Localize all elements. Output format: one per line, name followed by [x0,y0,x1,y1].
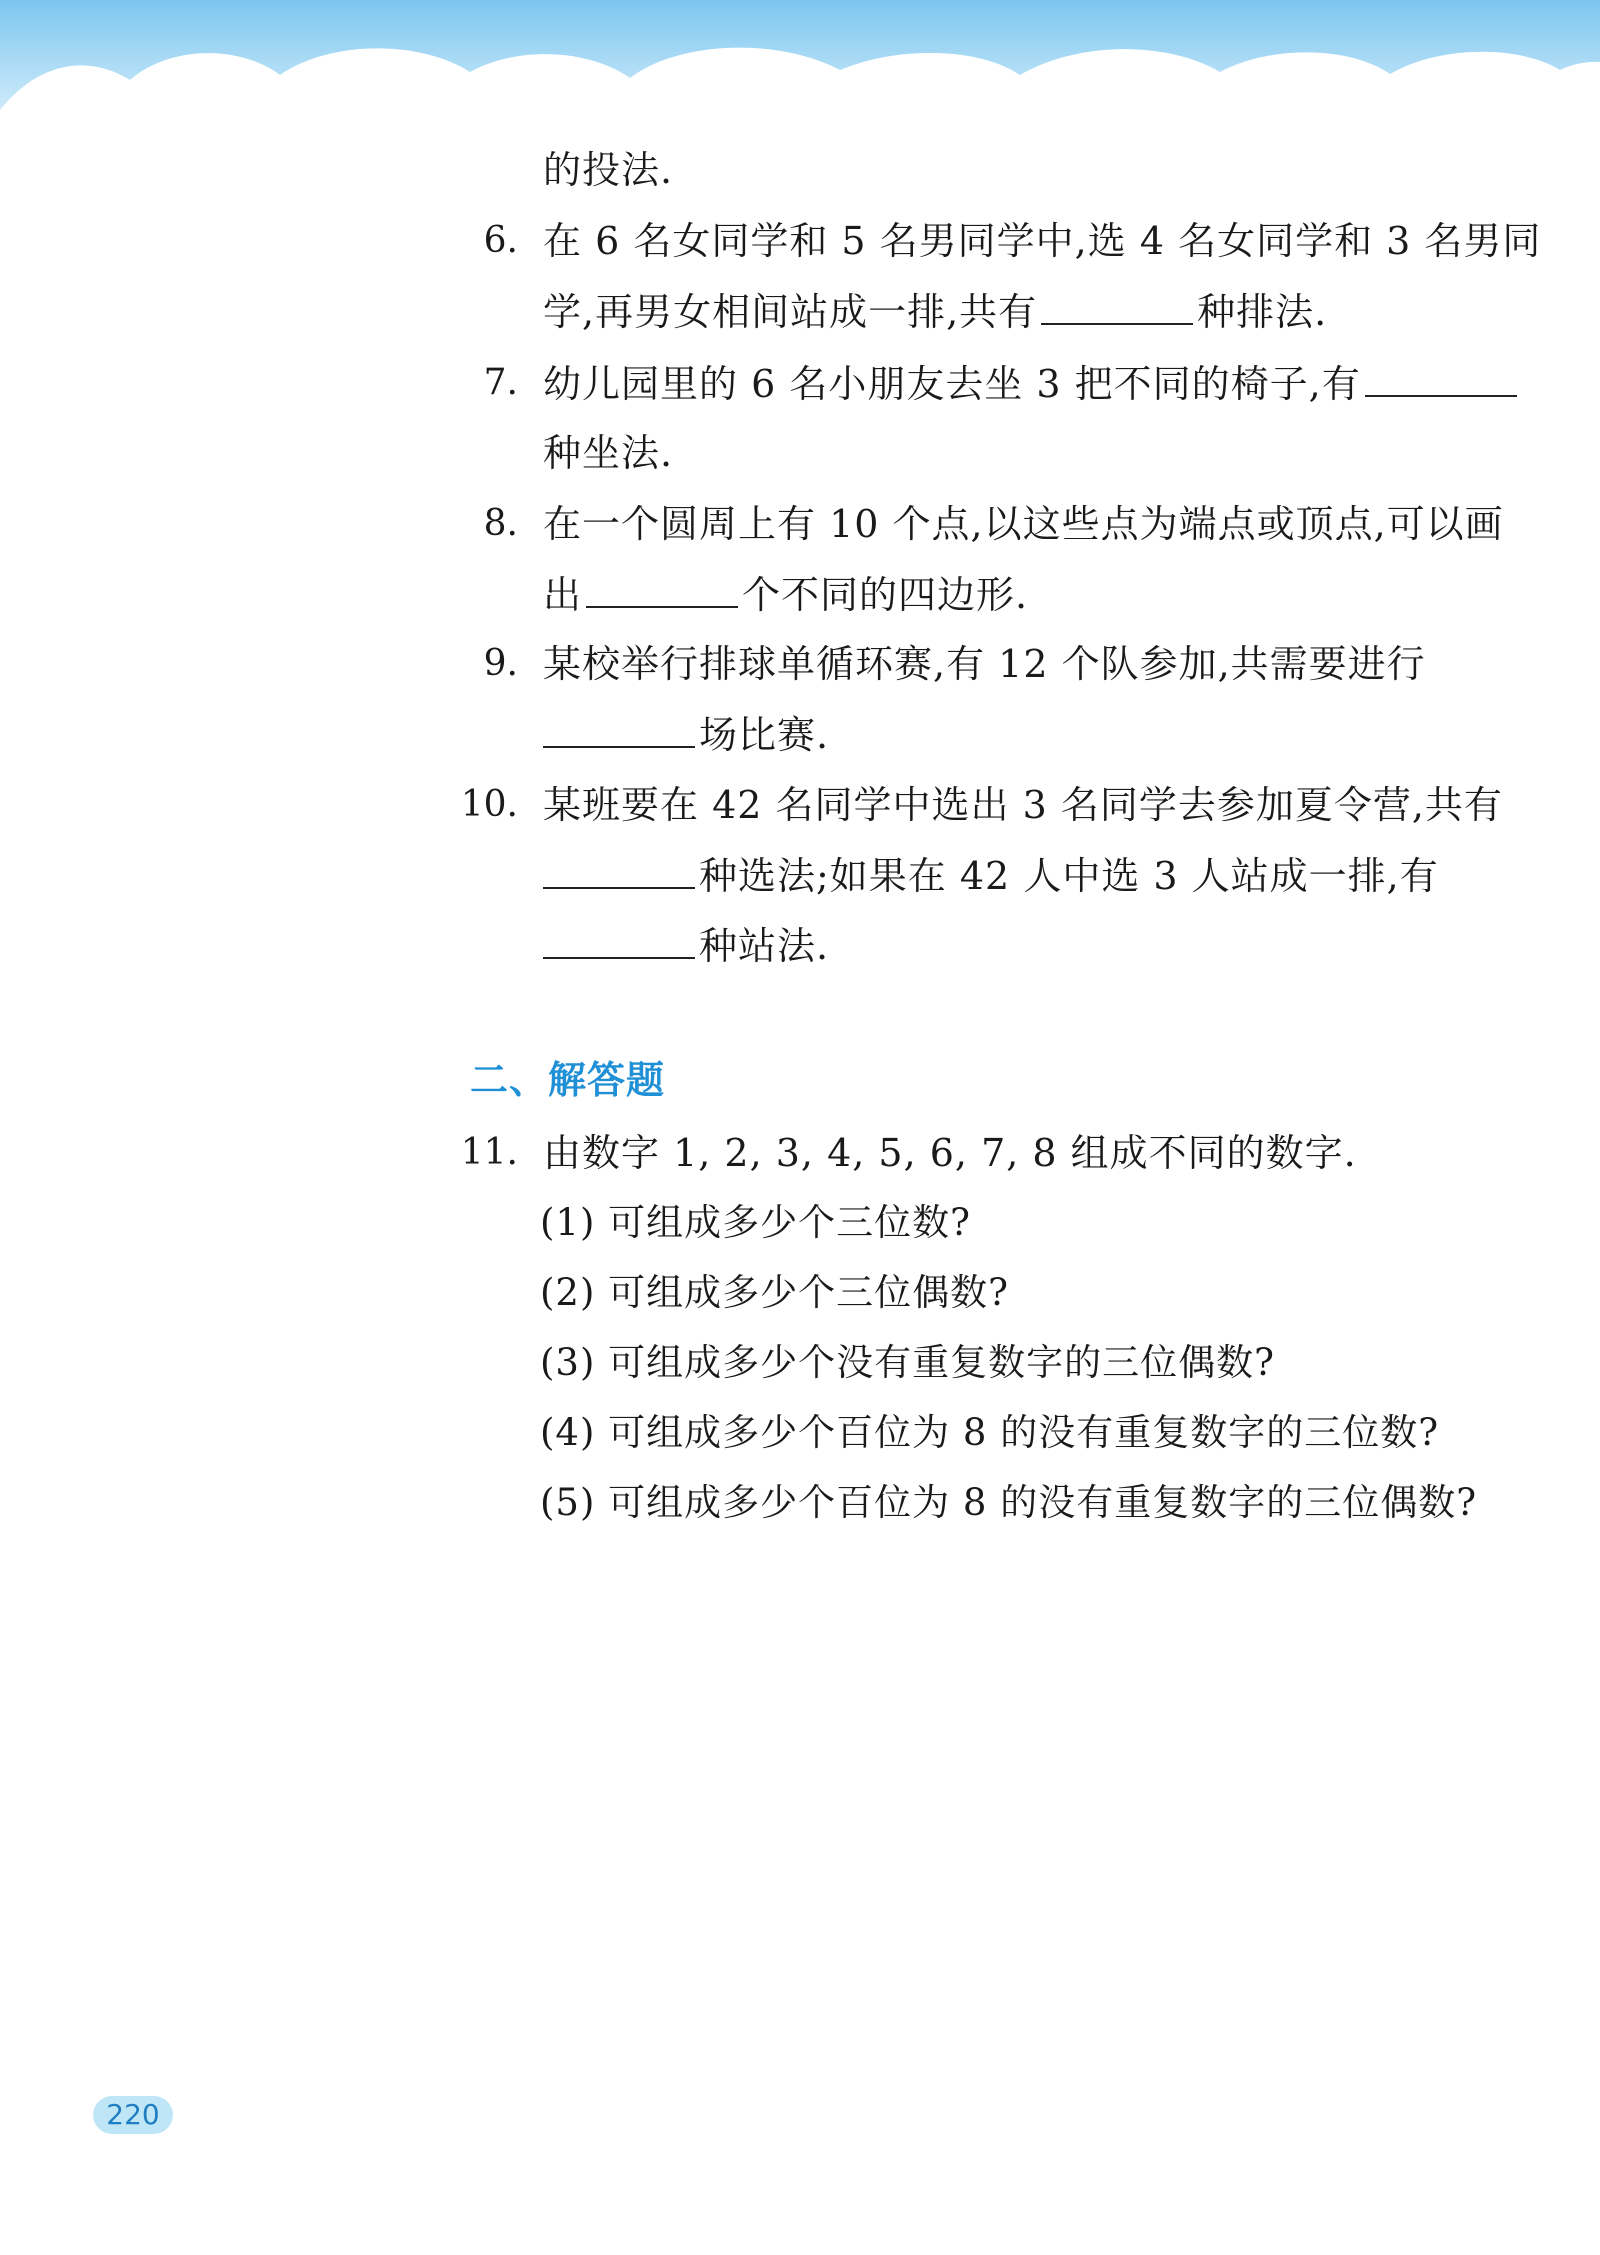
sub-question: (5) 可组成多少个百位为 8 的没有重复数字的三位偶数? [540,1481,1478,1524]
question-text-part: 学,再男女相间站成一排,共有 [543,290,1038,334]
answer-blank[interactable] [1365,355,1517,397]
question-number: 11. [460,1132,518,1173]
question-text-part: 种站法. [699,924,830,968]
question-text [543,917,829,974]
question-text: 某班要在 42 名同学中选出 3 名同学去参加夏令营,共有 [543,783,1503,827]
sub-question: (2) 可组成多少个三位偶数? [540,1271,1010,1314]
carry-over-text: 的投法. [543,148,674,192]
question-text [543,847,1439,904]
question-number: 7. [483,362,518,403]
question-number: 9. [483,643,518,684]
question-text [543,355,1521,412]
section-title: 二、解答题 [470,1058,666,1102]
question-text-part: 场比赛. [699,713,830,757]
question-text: 由数字 1, 2, 3, 4, 5, 6, 7, 8 组成不同的数字. [543,1131,1357,1175]
answer-blank[interactable] [543,847,695,889]
question-text: 在一个圆周上有 10 个点,以这些点为端点或顶点,可以画 [543,502,1504,546]
question-text-part: 种排法. [1197,290,1328,334]
question-text-part: 幼儿园里的 6 名小朋友去坐 3 把不同的椅子,有 [543,362,1361,406]
question-text [543,706,829,763]
question-text: 在 6 名女同学和 5 名男同学中,选 4 名女同学和 3 名男同 [543,219,1542,263]
question-text-part: 个不同的四边形. [742,573,1029,617]
sub-question: (1) 可组成多少个三位数? [540,1201,972,1244]
question-text [543,283,1327,340]
question-text: 某校举行排球单循环赛,有 12 个队参加,共需要进行 [543,642,1426,686]
answer-blank[interactable] [586,566,738,608]
question-number: 6. [483,220,518,261]
answer-blank[interactable] [1041,283,1193,325]
sub-question: (3) 可组成多少个没有重复数字的三位偶数? [540,1341,1276,1384]
answer-blank[interactable] [543,917,695,959]
question-number: 10. [460,784,518,825]
question-text [543,566,1028,623]
answer-blank[interactable] [543,706,695,748]
question-number: 8. [483,503,518,544]
page-number: 220 [106,2098,160,2131]
question-text-part: 出 [543,573,583,617]
question-text: 种坐法. [543,431,674,475]
sub-question: (4) 可组成多少个百位为 8 的没有重复数字的三位数? [540,1411,1440,1454]
question-text-part: 种选法;如果在 42 人中选 3 人站成一排,有 [699,854,1439,898]
